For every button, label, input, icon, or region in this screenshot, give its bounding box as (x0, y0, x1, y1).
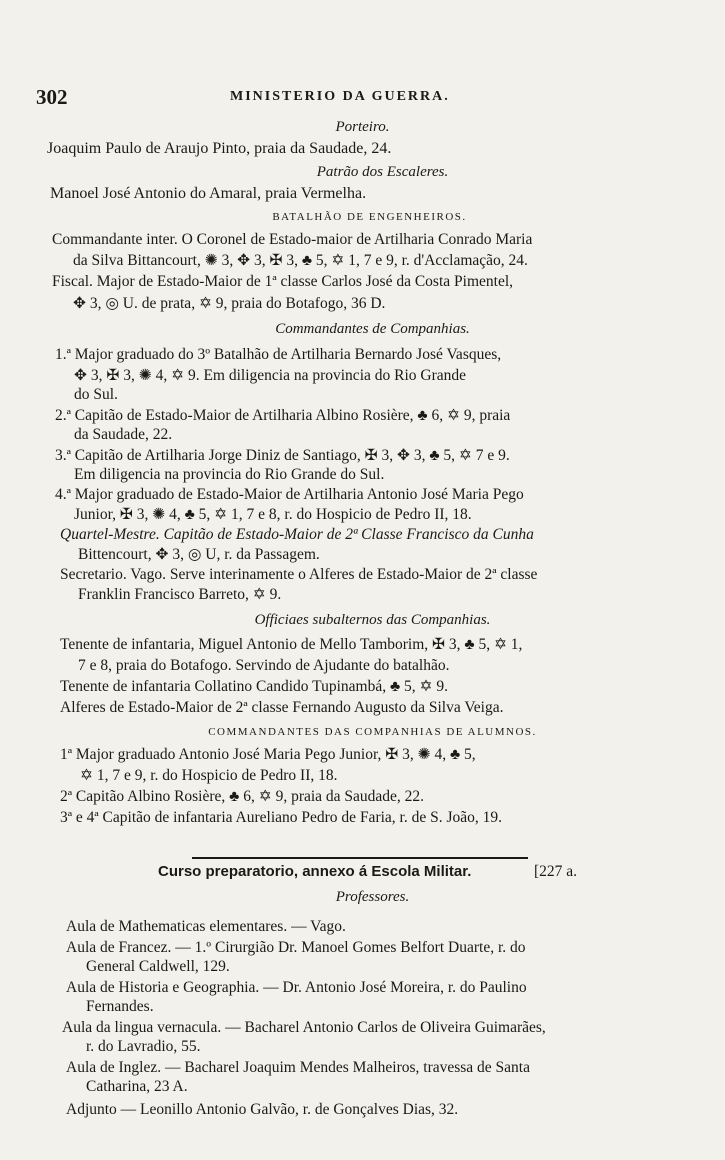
text-line: Commandante inter. O Coronel de Estado-maior de Artilharia Conrado Maria (52, 231, 533, 248)
section-heading: COMMANDANTES DAS COMPANHIAS DE ALUMNOS. (208, 726, 537, 738)
text-line: 1.ª Major graduado do 3º Batalhão de Artilharia Bernardo José Vasques, (55, 346, 502, 363)
text-line: Aula de Historia e Geographia. — Dr. Antonio José Moreira, r. do Paulino (66, 979, 527, 996)
text-line: ✡ 1, 7 e 9, r. do Hospicio de Pedro II, 18. (80, 767, 338, 784)
text-line: r. do Lavradio, 55. (86, 1038, 201, 1055)
text-line: 7 e 8, praia do Botafogo. Servindo de Ajudante do batalhão. (78, 657, 450, 674)
section-title: Curso preparatorio, annexo á Escola Militar. (158, 863, 472, 880)
text-line: ✥ 3, ✠ 3, ✺ 4, ✡ 9. Em diligencia na provincia do Rio Grande (74, 367, 467, 384)
text-line: 2.ª Capitão de Estado-Maior de Artilharia Albino Rosière, ♣ 6, ✡ 9, praia (55, 407, 511, 424)
page-number: 302 (36, 85, 68, 109)
section-heading: Commandantes de Companhias. (275, 321, 470, 337)
text-line: Aula de Mathematicas elementares. — Vago. (66, 918, 346, 935)
section-heading: Patrão dos Escaleres. (316, 164, 449, 180)
text-line: Aula de Francez. — 1.º Cirurgião Dr. Manoel Gomes Belfort Duarte, r. do (66, 939, 526, 956)
text-line: 3.ª Capitão de Artilharia Jorge Diniz de Santiago, ✠ 3, ✥ 3, ♣ 5, ✡ 7 e 9. (55, 447, 510, 464)
text-line: Em diligencia na provincia do Rio Grande do Sul. (74, 466, 385, 483)
text-line: da Saudade, 22. (74, 426, 173, 443)
section-heading: Professores. (335, 889, 410, 905)
text-line: do Sul. (74, 386, 118, 403)
running-title: MINISTERIO DA GUERRA. (230, 89, 450, 104)
text-line: da Silva Bittancourt, ✺ 3, ✥ 3, ✠ 3, ♣ 5, ✡ 1, 7 e 9, r. d'Acclamação, 24. (73, 252, 528, 269)
text-line: Alferes de Estado-Maior de 2ª classe Fernando Augusto da Silva Veiga. (60, 699, 504, 716)
text-line: Aula da lingua vernacula. — Bacharel Antonio Carlos de Oliveira Guimarães, (62, 1019, 546, 1036)
text-line: Franklin Francisco Barreto, ✡ 9. (78, 586, 282, 603)
divider-rule (192, 857, 528, 859)
text-line: Bittencourt, ✥ 3, ◎ U, r. da Passagem. (78, 546, 320, 563)
text-line: Fiscal. Major de Estado-Maior de 1ª classe Carlos José da Costa Pimentel, (52, 273, 514, 290)
text-line: Manoel José Antonio do Amaral, praia Vermelha. (50, 185, 367, 202)
text-line: ✥ 3, ◎ U. de prata, ✡ 9, praia do Botafogo, 36 D. (73, 295, 386, 312)
text-line: Adjunto — Leonillo Antonio Galvão, r. de Gonçalves Dias, 32. (66, 1101, 459, 1118)
text-line: Tenente de infantaria Collatino Candido Tupinambá, ♣ 5, ✡ 9. (60, 678, 448, 695)
section-heading: Officiaes subalternos das Companhias. (254, 612, 491, 628)
text-line: 1ª Major graduado Antonio José Maria Pego Junior, ✠ 3, ✺ 4, ♣ 5, (60, 746, 476, 763)
text-line: Quartel-Mestre. Capitão de Estado-Maior de 2ª Classe Francisco da Cunha (60, 526, 534, 543)
text-line: Joaquim Paulo de Araujo Pinto, praia da Saudade, 24. (47, 140, 392, 157)
section-heading: Porteiro. (335, 119, 390, 135)
text-line: Junior, ✠ 3, ✺ 4, ♣ 5, ✡ 1, 7 e 8, r. do Hospicio de Pedro II, 18. (74, 506, 472, 523)
text-line: Tenente de infantaria, Miguel Antonio de Mello Tamborim, ✠ 3, ♣ 5, ✡ 1, (60, 636, 523, 653)
text-line: Secretario. Vago. Serve interinamente o Alferes de Estado-Maior de 2ª classe (60, 566, 538, 583)
text-line: Catharina, 23 A. (86, 1078, 188, 1095)
text-line: 4.ª Major graduado de Estado-Maior de Artilharia Antonio José Maria Pego (55, 486, 524, 503)
text-line: General Caldwell, 129. (86, 958, 230, 975)
section-heading: BATALHÃO DE ENGENHEIROS. (272, 211, 467, 223)
text-line: 3ª e 4ª Capitão de infantaria Aureliano Pedro de Faria, r. de S. João, 19. (60, 809, 503, 826)
catchword: [227 a. (534, 863, 578, 880)
text-line: Fernandes. (86, 998, 154, 1015)
text-line: 2ª Capitão Albino Rosière, ♣ 6, ✡ 9, praia da Saudade, 22. (60, 788, 425, 805)
text-line: Aula de Inglez. — Bacharel Joaquim Mendes Malheiros, travessa de Santa (66, 1059, 530, 1076)
